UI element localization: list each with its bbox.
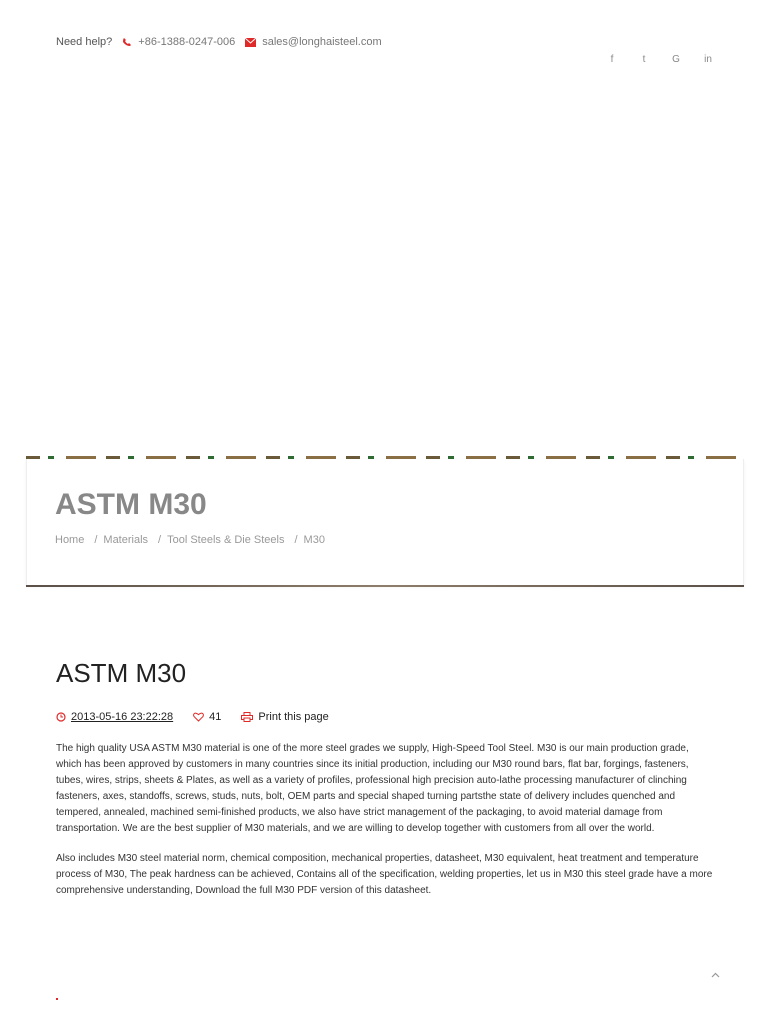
page-title: ASTM M30 — [55, 488, 207, 521]
article-title: ASTM M30 — [56, 658, 187, 688]
like-count: 41 — [209, 711, 222, 723]
breadcrumb: Home / Materials / Tool Steels & Die Steels / M30 — [55, 534, 325, 546]
date-link[interactable]: 2013-05-16 23:22:28 — [71, 711, 174, 723]
breadcrumb-materials[interactable]: Materials — [103, 534, 149, 546]
print-label: Print this page — [258, 711, 329, 723]
chevron-up-icon — [711, 972, 720, 978]
article — [56, 658, 716, 899]
need-help-label: Need help? — [56, 36, 113, 48]
phone-link[interactable] — [122, 36, 235, 48]
email-address: sales@longhaisteel.com — [262, 36, 382, 48]
article-meta — [56, 711, 716, 723]
article-paragraph-2: Also includes M30 steel material norm, chemical composition, mechanical properties, datasheet, M30 equivalent, heat treatment and temperature process of M30, The peak hardness can be achieved, Contains all of the specification, welding properties, let us in M30 this steel grade have a more comprehensive understanding, Download the full M30 PDF version of this datasheet. — [56, 853, 713, 896]
linkedin-icon[interactable]: in — [704, 54, 712, 65]
twitter-icon[interactable]: t — [642, 54, 646, 65]
phone-icon — [122, 37, 132, 47]
heart-icon — [193, 712, 204, 722]
like-counter[interactable] — [193, 711, 221, 723]
post-date — [56, 711, 173, 723]
printer-icon — [241, 712, 253, 722]
phone-number: +86-1388-0247-006 — [138, 36, 236, 48]
breadcrumb-current: M30 — [303, 534, 325, 546]
clock-icon — [56, 712, 66, 722]
top-contact-bar — [56, 36, 392, 48]
breadcrumb-tool-steels[interactable]: Tool Steels & Die Steels — [167, 534, 285, 546]
decorative-dot — [56, 998, 58, 1000]
page-title-box — [26, 459, 744, 585]
scroll-to-top-button[interactable] — [711, 970, 720, 981]
facebook-icon[interactable]: f — [610, 54, 614, 65]
breadcrumb-home[interactable]: Home — [55, 534, 85, 546]
print-link[interactable] — [241, 711, 328, 723]
social-links — [596, 54, 724, 65]
google-plus-icon[interactable]: G — [672, 54, 680, 65]
email-link[interactable] — [245, 36, 381, 48]
article-paragraph-1: The high quality USA ASTM M30 material is one of the more steel grades we supply, High-Speed Tool Steel. M30 is our main production grade, which has been approved by customers in many countries since its initial production, including our M30 round bars, flat bar, forgings, fasteners, tubes, wires, strips, sheets & Plates, as well as a variety of profiles, professional high precision auto-lathe processing manufacturer of clinching fasteners, axes, standoffs, screws, studs, nuts, bolt, OEM parts and special shaped turning partsthe state of delivery includes quenched and tempered, annealed, machined semi-finished products, we also have strict management of the packaging, to avoid material damage from transportation. We are the best supplier of M30 materials, and we are willing to develop together with customers from all over the world. — [56, 743, 689, 834]
title-box-border — [26, 585, 744, 587]
envelope-icon — [245, 38, 256, 47]
